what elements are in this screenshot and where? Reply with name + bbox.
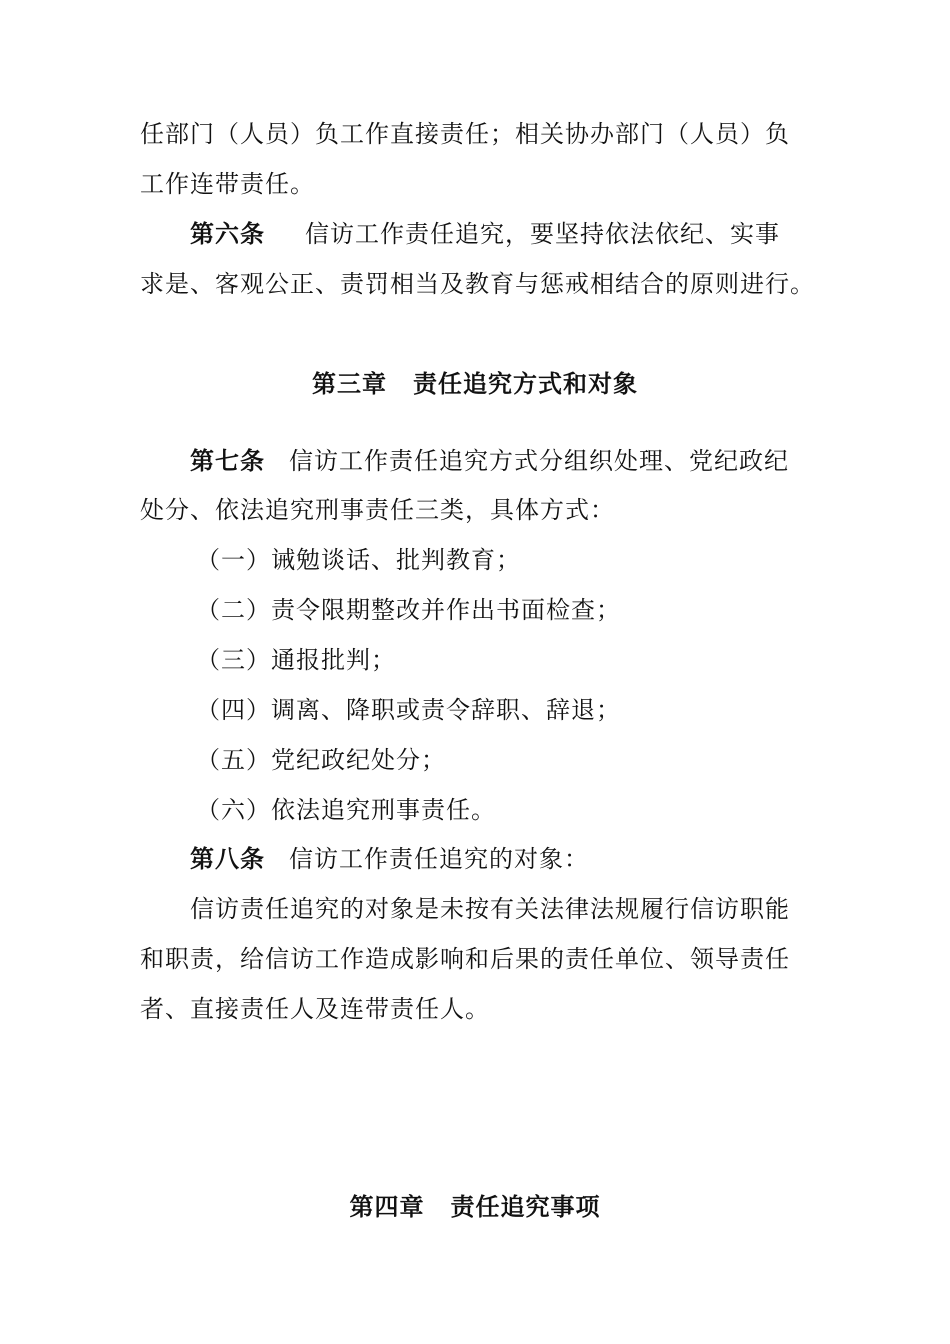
chapter-heading <box>0 368 950 400</box>
chapter-number: 第三章 <box>312 369 387 398</box>
article-label: 第六条 <box>190 219 265 248</box>
paragraph-line: 求是、客观公正、责罚相当及教育与惩戒相结合的原则进行。 <box>140 270 815 298</box>
paragraph-line: 和职责，给信访工作造成影响和后果的责任单位、领导责任 <box>140 945 790 973</box>
paragraph-line: 工作连带责任。 <box>140 170 315 198</box>
chapter-title: 责任追究事项 <box>450 1192 601 1221</box>
article-8 <box>190 843 870 875</box>
list-item: （六）依法追究刑事责任。 <box>196 796 496 824</box>
paragraph-line: 处分、依法追究刑事责任三类，具体方式： <box>140 496 615 524</box>
paragraph-line: 信访责任追究的对象是未按有关法律法规履行信访职能 <box>190 895 790 923</box>
article-7 <box>190 445 870 477</box>
article-6 <box>190 218 870 250</box>
list-item: （二）责令限期整改并作出书面检查； <box>196 596 621 624</box>
chapter-heading <box>0 1191 950 1223</box>
article-text: 信访工作责任追究的对象： <box>289 845 589 873</box>
list-item: （一）诫勉谈话、批判教育； <box>196 546 521 574</box>
article-text: 信访工作责任追究，要坚持依法依纪、实事 <box>305 220 780 248</box>
list-item: （五）党纪政纪处分； <box>196 746 446 774</box>
chapter-title: 责任追究方式和对象 <box>413 369 638 398</box>
chapter-number: 第四章 <box>349 1192 425 1221</box>
article-label: 第八条 <box>190 844 265 873</box>
list-item: （四）调离、降职或责令辞职、辞退； <box>196 696 621 724</box>
article-label: 第七条 <box>190 446 265 475</box>
paragraph-line: 者、直接责任人及连带责任人。 <box>140 995 490 1023</box>
list-item: （三）通报批判； <box>196 646 396 674</box>
article-text: 信访工作责任追究方式分组织处理、党纪政纪 <box>289 447 789 475</box>
paragraph-line: 任部门（人员）负工作直接责任；相关协办部门（人员）负 <box>140 120 790 148</box>
